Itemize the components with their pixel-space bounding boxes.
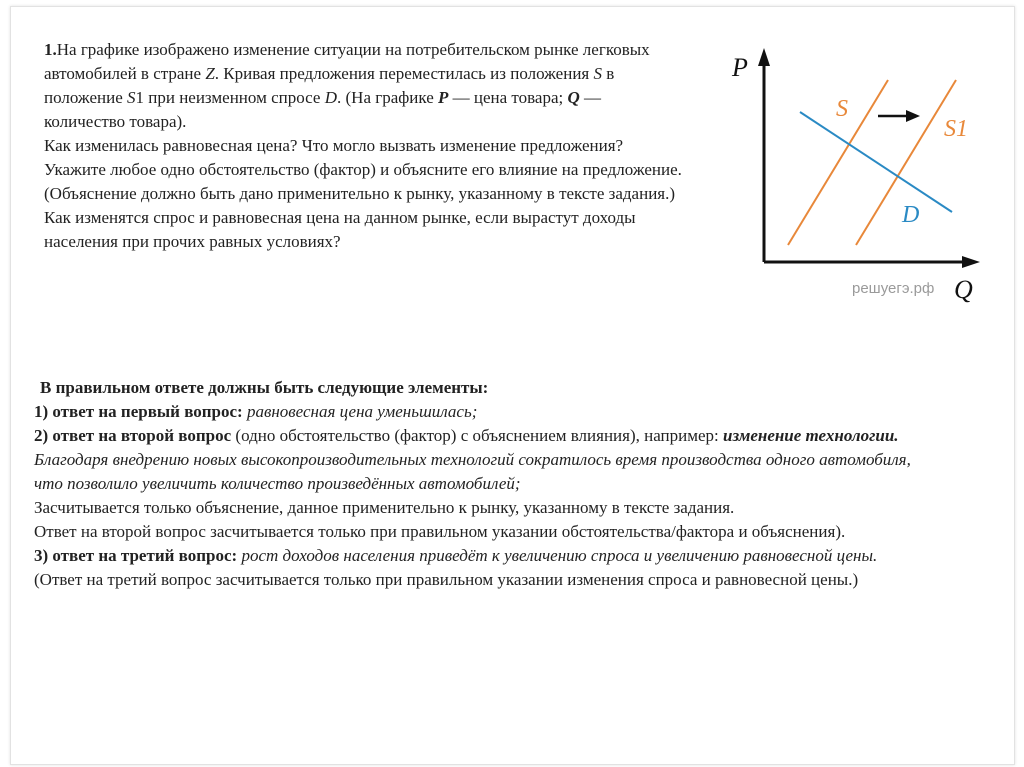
question-line-3: Укажите любое одно обстоятельство (фактор) и объясните его влияние на предложение. (Объяснение должно быть дано применительно к рынку, указанному в тексте задания.) [44,160,682,203]
answer-2: 2) ответ на второй вопрос (одно обстоятельство (фактор) с объяснением влияния), например: изменение технологии. Благодаря внедрению новых высокопроизводительных технологий сократилось время производства одного автомобиля, что позволило увеличить количество произведённых автомобилей; [34,426,911,493]
answer-block [34,376,934,592]
axis-label-p: P [732,53,748,82]
answer-note-2: Ответ на второй вопрос засчитывается только при правильном указании обстоятельства/фактора и объяснения). [34,522,846,541]
answer-3: 3) ответ на третий вопрос: рост доходов населения приведёт к увеличению спроса и увеличению равновесной цены. [34,546,878,565]
question-number: 1. [44,40,57,59]
answer-note-3: (Ответ на третий вопрос засчитывается только при правильном указании изменения спроса и равновесной цены.) [34,570,859,589]
label-d: D [902,202,920,228]
x-axis-arrow-icon [962,256,980,268]
question-block [44,38,684,254]
question-line-2: Как изменилась равновесная цена? Что могло вызвать изменение предложения? [44,136,624,155]
axis-label-q: Q [954,275,973,304]
answer-heading: В правильном ответе должны быть следующие элементы: [40,378,489,397]
watermark: решуегэ.рф [852,280,935,297]
shift-arrow-head-icon [906,110,920,122]
label-s1: S1 [944,116,968,142]
label-s: S [836,96,848,122]
question-line-4: Как изменятся спрос и равновесная цена на данном рынке, если вырастут доходы населения при прочих равных условиях? [44,208,636,251]
demand-curve-d [800,112,952,212]
question-paragraph: 1.На графике изображено изменение ситуации на потребительском рынке легковых автомобилей в стране Z. Кривая предложения переместилась из положения S в положение S1 при неизменном спросе D. (На графике P — цена товара; Q — количество товара). [44,40,650,131]
answer-1: 1) ответ на первый вопрос: равновесная цена уменьшилась; [34,402,478,421]
answer-note-1: Засчитывается только объяснение, данное применительно к рынку, указанному в тексте задания. [34,498,735,517]
y-axis-arrow-icon [758,48,770,66]
supply-demand-graph [720,40,1000,315]
